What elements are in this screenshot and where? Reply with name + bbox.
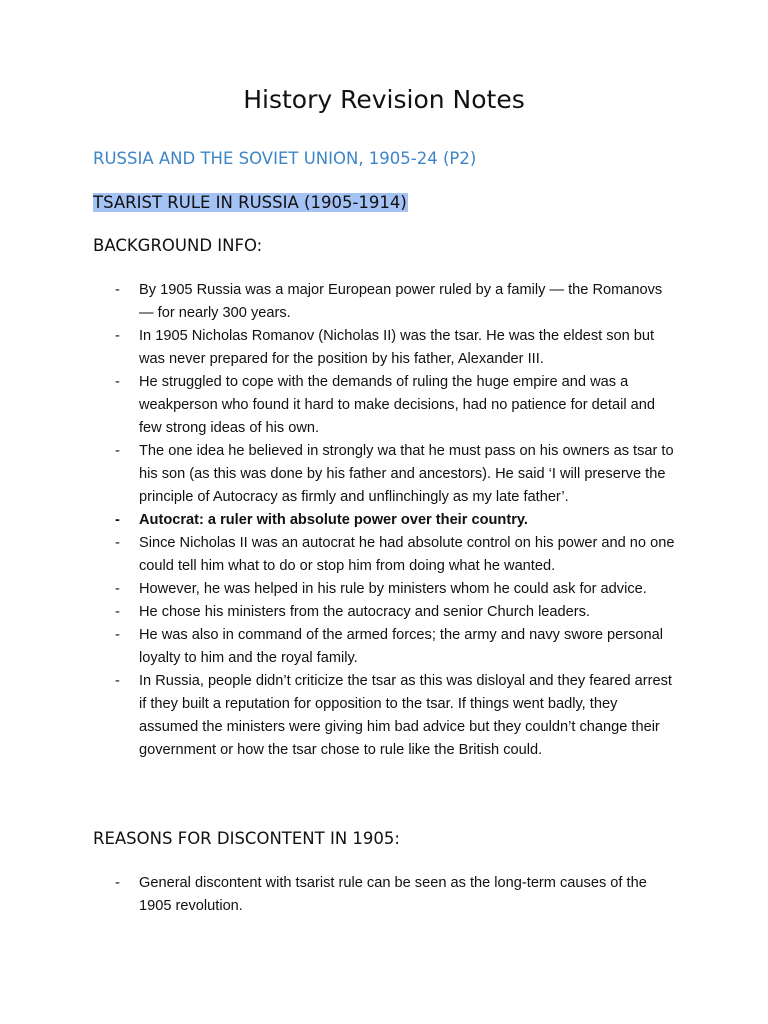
list-item-text: By 1905 Russia was a major European power ruled by a family — the Romanovs — for nearly 300 years.	[139, 282, 663, 321]
list-item-text: The one idea he believed in strongly wa that he must pass on his owners as tsar to his son (as this was done by his father and ancestors). He said ‘I will preserve the principle of Autocracy as firmly and unflinchingly as my late father’.	[139, 443, 674, 505]
list-item	[0, 670, 679, 762]
highlighted-heading-text: TSARIST RULE IN RUSSIA (1905-1914)	[93, 193, 407, 212]
list-item	[0, 624, 679, 670]
list-item-text: In Russia, people didn’t criticize the tsar as this was disloyal and they feared arrest if they built a reputation for opposition to the tsar. If things went badly, they assumed the ministers were giving him bad advice but they couldn’t change their government or how the tsar chose to rule like the British could.	[139, 673, 672, 758]
list-item	[0, 872, 679, 918]
list-item-text: Autocrat: a ruler with absolute power over their country.	[139, 512, 528, 528]
bullet-marker: -	[115, 875, 120, 891]
list-item-text: He was also in command of the armed forces; the army and navy swore personal loyalty to him and the royal family.	[139, 627, 663, 666]
list-item-text: General discontent with tsarist rule can be seen as the long-term causes of the 1905 revolution.	[139, 875, 647, 914]
bullet-marker: -	[115, 282, 120, 298]
list-item-text: He struggled to cope with the demands of ruling the huge empire and was a weakperson who found it hard to make decisions, had no patience for detail and few strong ideas of his own.	[139, 374, 655, 436]
list-item	[0, 371, 679, 440]
bullet-marker: -	[115, 627, 120, 643]
list-item-text: He chose his ministers from the autocracy and senior Church leaders.	[139, 604, 590, 620]
bullet-marker: -	[115, 673, 120, 689]
bullet-marker: -	[115, 328, 120, 344]
section-heading-reasons: REASONS FOR DISCONTENT IN 1905:	[93, 829, 400, 848]
list-item-text: In 1905 Nicholas Romanov (Nicholas II) was the tsar. He was the eldest son but was never prepared for the position by his father, Alexander III.	[139, 328, 655, 367]
bullet-marker: -	[115, 535, 120, 551]
list-item	[0, 532, 679, 578]
background-bullet-list	[0, 279, 768, 762]
bullet-marker: -	[115, 581, 120, 597]
bullet-marker: -	[115, 443, 120, 459]
bullet-marker: -	[115, 604, 120, 620]
highlighted-heading	[93, 191, 408, 215]
document-subtitle: RUSSIA AND THE SOVIET UNION, 1905-24 (P2)	[93, 149, 477, 168]
list-item	[0, 279, 679, 325]
reasons-bullet-list	[0, 872, 768, 918]
list-item	[0, 325, 679, 371]
document-title: History Revision Notes	[243, 85, 525, 114]
list-item-text: However, he was helped in his rule by ministers whom he could ask for advice.	[139, 581, 647, 597]
list-item	[0, 601, 679, 624]
section-heading-background: BACKGROUND INFO:	[93, 236, 263, 255]
list-item	[0, 578, 679, 601]
list-item-definition	[0, 509, 679, 532]
bullet-marker: -	[115, 512, 120, 528]
list-item	[0, 440, 679, 509]
bullet-marker: -	[115, 374, 120, 390]
list-item-text: Since Nicholas II was an autocrat he had absolute control on his power and no one could tell him what to do or stop him from doing what he wanted.	[139, 535, 675, 574]
